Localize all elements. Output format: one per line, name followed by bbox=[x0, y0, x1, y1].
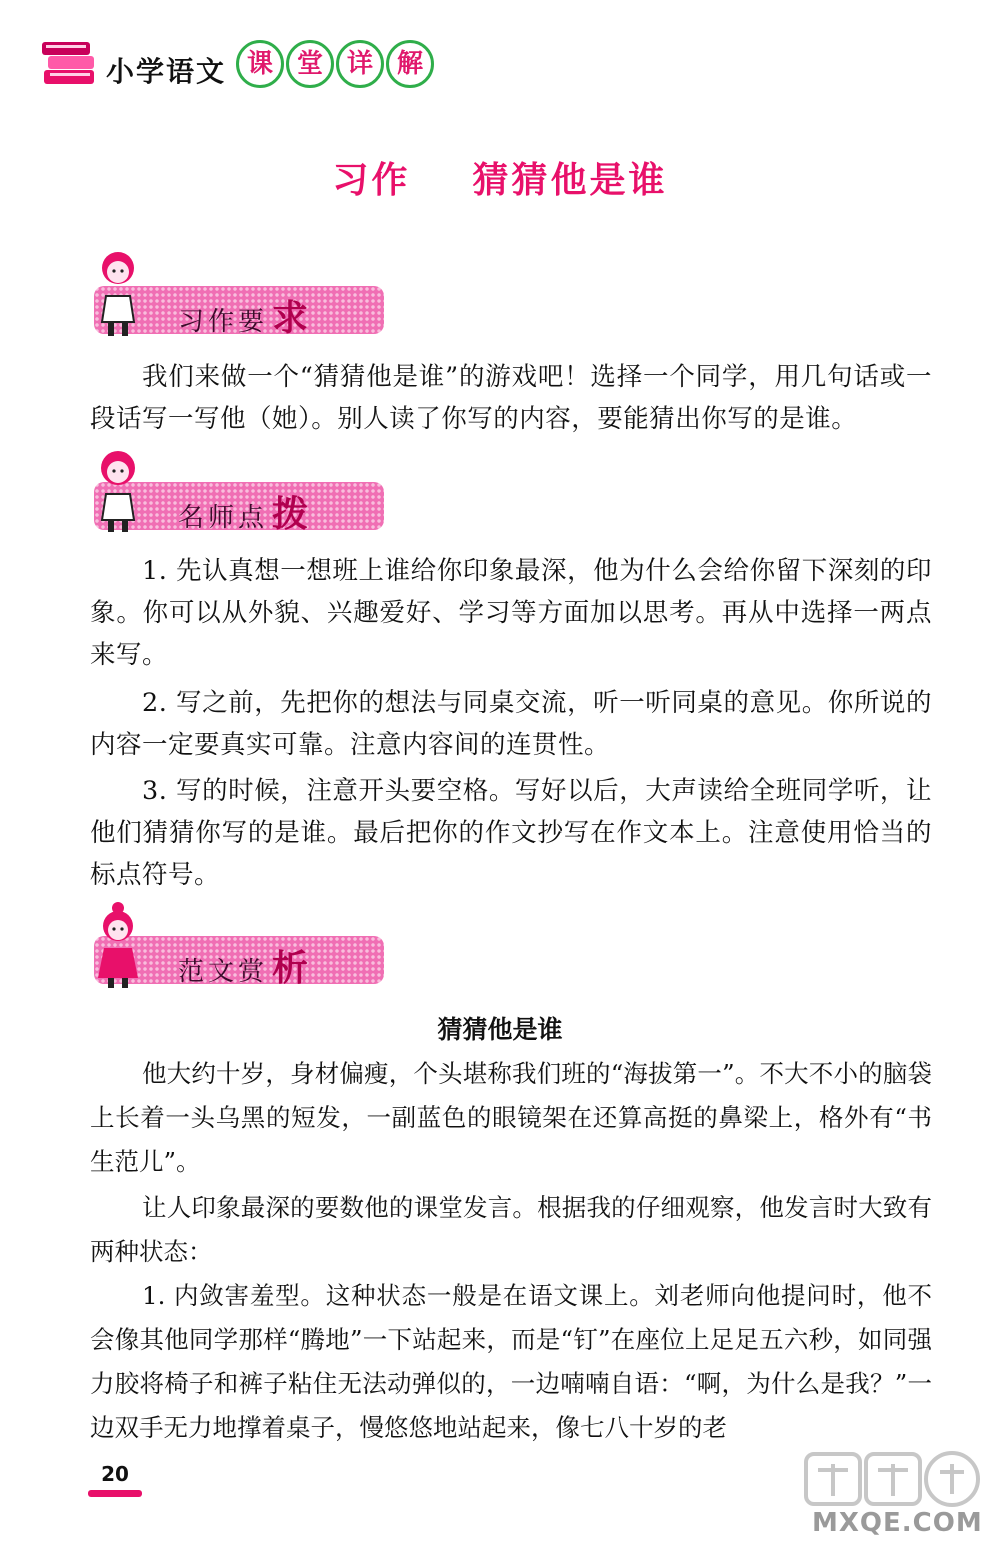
stacked-books-icon bbox=[40, 36, 100, 92]
essay-paragraph: 让人印象最深的要数他的课堂发言。根据我的仔细观察，他发言时大致有两种状态： bbox=[90, 1193, 932, 1266]
book-header bbox=[40, 28, 460, 98]
section-banner-model-essay bbox=[88, 900, 388, 990]
series-badge-char: 课 bbox=[236, 40, 284, 88]
essay-paragraph: 他大约十岁，身材偏瘦，个头堪称我们班的“海拔第一”。不大不小的脑袋上长着一头乌黑的短发，一副蓝色的眼镜架在还算高挺的鼻梁上，格外有“书生范儿”。 bbox=[90, 1059, 932, 1176]
tip-paragraph: 2. 写之前，先把你的想法与同桌交流，听一听同桌的意见。你所说的内容一定要真实可靠。注意内容间的连贯性。 bbox=[90, 688, 932, 760]
section-title: 范文赏 析 bbox=[178, 947, 313, 989]
requirement-paragraph: 我们来做一个“猜猜他是谁”的游戏吧！选择一个同学，用几句话或一段话写一写他（她）。别人读了你写的内容，要能猜出你写的是谁。 bbox=[90, 362, 932, 434]
essay-paragraph: 1. 内敛害羞型。这种状态一般是在语文课上。刘老师向他提问时，他不会像其他同学那样“腾地”一下站起来，而是“钉”在座位上足足五六秒，如同强力胶将椅子和裤子粘住无法动弹似的，一边喃喃自语：“啊，为什么是我？”一边双手无力地撑着桌子，慢悠悠地站起来，像七八十岁的老 bbox=[90, 1281, 932, 1442]
cartoon-girl-icon bbox=[88, 250, 144, 340]
tip-paragraph: 3. 写的时候，注意开头要空格。写好以后，大声读给全班同学听，让他们猜猜你写的是谁。最后把你的作文抄写在作文本上。注意使用恰当的标点符号。 bbox=[90, 776, 932, 890]
cartoon-girl-icon bbox=[88, 900, 144, 990]
watermark-text: MXQE.COM bbox=[812, 1508, 983, 1538]
section-banner-requirements bbox=[88, 250, 388, 340]
page-number-underline bbox=[88, 1490, 142, 1497]
essay-title: 猜猜他是谁 bbox=[437, 1015, 563, 1044]
series-badge-char: 堂 bbox=[286, 40, 334, 88]
series-badge-char: 详 bbox=[336, 40, 384, 88]
section-banner-teacher-tips bbox=[88, 446, 388, 536]
section-title: 习作要 求 bbox=[178, 297, 313, 339]
series-badge-char: 解 bbox=[386, 40, 434, 88]
series-subtitle-badges bbox=[236, 40, 434, 88]
tip-paragraph: 1. 先认真想一想班上谁给你印象最深，他为什么会给你留下深刻的印象。你可以从外貌、兴趣爱好、学习等方面加以思考。再从中选择一两点来写。 bbox=[90, 556, 932, 670]
series-title: 小学语文 bbox=[106, 55, 227, 88]
page-number: 20 bbox=[101, 1462, 129, 1486]
lesson-title: 习作 猜猜他是谁 bbox=[332, 160, 668, 201]
cartoon-girl-icon bbox=[88, 446, 144, 536]
section-title: 名师点 拨 bbox=[178, 493, 313, 535]
